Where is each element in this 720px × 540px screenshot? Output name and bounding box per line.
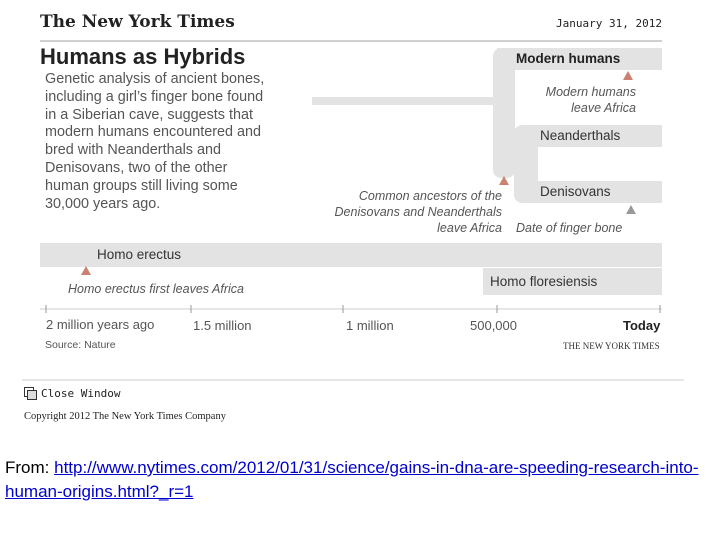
source-url-link[interactable]: http://www.nytimes.com/2012/01/31/science/gains-in-dna-are-speeding-research-into-human-origins.html?_r=1 xyxy=(5,458,699,501)
description-line: Denisovans, two of the other xyxy=(45,159,228,176)
axis-label-500000: 500,000 xyxy=(470,318,517,333)
modern-humans-leave-africa-note xyxy=(534,84,636,116)
caption-prefix: From: xyxy=(5,458,55,477)
denisovans-label: Denisovans xyxy=(540,184,611,199)
close-window-icon xyxy=(24,387,37,400)
homo-floresiensis-label: Homo floresiensis xyxy=(490,274,598,289)
axis-label-2-million: 2 million years ago xyxy=(46,317,155,332)
axis-label-1-5-million: 1.5 million xyxy=(193,318,252,333)
nyt-credit: THE NEW YORK TIMES xyxy=(563,341,660,351)
description-line: in a Siberian cave, suggests that xyxy=(45,106,253,123)
homo-erectus-leaves-africa-note: Homo erectus first leaves Africa xyxy=(68,282,244,296)
copyright-notice: Copyright 2012 The New York Times Company xyxy=(24,411,226,422)
neanderthals-label: Neanderthals xyxy=(540,128,621,143)
graphic-title: Humans as Hybrids xyxy=(40,44,246,69)
publication-date: January 31, 2012 xyxy=(556,17,662,30)
source-caption xyxy=(5,456,705,504)
note-line: leave Africa xyxy=(571,101,636,115)
note-line: leave Africa xyxy=(437,221,502,235)
nyt-masthead-logo: The New York Times xyxy=(40,12,235,32)
finger-bone-date-marker xyxy=(626,205,636,214)
homo-erectus-leaves-africa-marker xyxy=(81,266,91,275)
description-line: modern humans encountered and xyxy=(45,124,262,141)
note-line: Denisovans and Neanderthals xyxy=(334,205,502,219)
split-connector xyxy=(500,150,530,162)
common-ancestors-note xyxy=(318,188,502,236)
homo-erectus-label: Homo erectus xyxy=(97,247,182,262)
finger-bone-note: Date of finger bone xyxy=(516,221,623,235)
axis-label-today: Today xyxy=(623,318,661,333)
description-line: Genetic analysis of ancient bones, xyxy=(45,71,265,87)
ancestral-band xyxy=(312,97,507,105)
note-line: Modern humans xyxy=(545,85,636,99)
description-line: human groups still living some xyxy=(45,177,238,194)
description-line: 30,000 years ago. xyxy=(45,195,161,212)
graphic-description xyxy=(45,71,295,213)
axis-label-1-million: 1 million xyxy=(346,318,394,333)
source-note: Source: Nature xyxy=(45,339,116,351)
title-rule xyxy=(40,40,662,42)
close-window-button[interactable] xyxy=(24,387,120,400)
modern-humans-leave-africa-marker xyxy=(623,71,633,80)
close-window-label: Close Window xyxy=(41,387,121,400)
note-line: Common ancestors of the xyxy=(358,189,502,203)
modern-humans-label: Modern humans xyxy=(516,51,621,66)
description-line: bred with Neanderthals and xyxy=(45,142,221,159)
description-line: including a girl’s finger bone found xyxy=(45,88,264,105)
